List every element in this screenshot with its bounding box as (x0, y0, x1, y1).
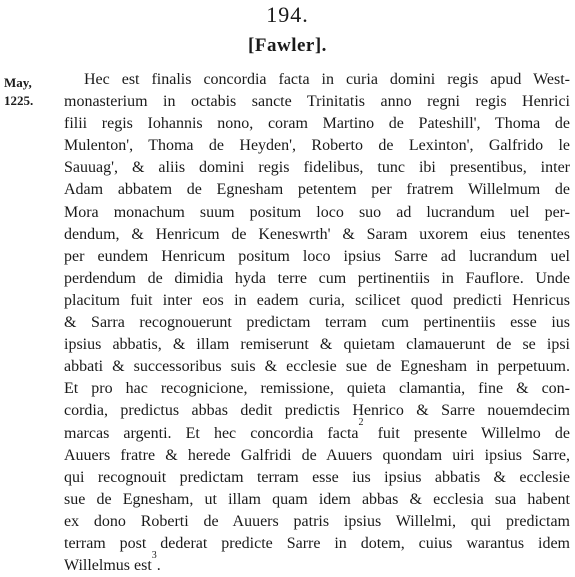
text-line: Hec est finalis concordia facta in curia domini regis apud West- (84, 71, 570, 88)
text-line: Auuers fratre & herede Galfridi de Auuers quondam uiri ipsius Sarre, (64, 446, 570, 464)
margin-year: 1225. (4, 93, 34, 108)
text-line: Et pro hac recognicione, remissione, quieta clamantia, fine & con- (64, 380, 570, 398)
body-paragraph (64, 69, 570, 577)
footnote-marker: 2 (358, 417, 364, 429)
text-line: Sauuag', & aliis domini regis fidelibus, tunc ibi presentibus, inter (64, 159, 570, 177)
text-line: qui recognouit predictam terram esse ius ipsius abbatis & ecclesie (64, 468, 570, 486)
text-line: per eundem Henricum positum loco ipsius Sarre ad lucrandum uel (64, 247, 570, 265)
text-line: monasterium in octabis sancte Trinitatis anno regni regis Henrici (64, 93, 570, 111)
text-line: perdendum de dimidia hyda terre cum pertinentiis in Fauflore. Unde (64, 269, 570, 287)
text-line: Adam abbatem de Egnesham petentem per fratrem Willelmum de (64, 181, 570, 199)
text-line: Mora monachum suum positum loco suo ad lucrandum uel per- (64, 203, 570, 221)
text-line-with-footnote (64, 417, 571, 445)
text-segment: . (156, 557, 161, 575)
text-line: filii regis Iohannis nono, coram Martino de Pateshill', Thoma de (64, 115, 570, 133)
text-line: cordia, predictus abbas dedit predictis Henrico & Sarre nouemdecim (64, 402, 570, 420)
margin-date-note (4, 74, 33, 110)
text-line: terram post dederat predicte Sarre in dotem, cuius warantus idem (64, 534, 570, 552)
document-number: 194. (266, 2, 309, 27)
document-title: [Fawler]. (248, 35, 327, 56)
text-line: ipsius abbatis, & illam remiserunt & quietam clamauerunt de se ipsi (64, 336, 570, 354)
text-line: ex dono Roberti de Auuers patris ipsius Willelmi, qui predictam (64, 512, 570, 530)
text-line: abbati & successoribus suis & ecclesie sue de Egnesham in perpetuum. (64, 358, 570, 376)
text-line: & Sarra recognouerunt predictam terram cum pertinentiis esse ius (64, 314, 570, 332)
text-line: dendum, & Henricum de Keneswrth' & Saram uxorem eius tenentes (64, 225, 570, 243)
margin-month: May, (4, 75, 32, 90)
text-segment: marcas argenti. Et hec concordia facta (64, 424, 359, 442)
text-line: Mulenton', Thoma de Heyden', Roberto de Lexinton', Galfrido le (64, 137, 570, 155)
text-line-with-footnote (64, 549, 570, 577)
text-line: placitum fuit inter eos in eadem curia, scilicet quod predicti Henricus (64, 291, 570, 309)
text-segment: Willelmus est (64, 557, 152, 575)
footnote-marker: 3 (151, 549, 157, 561)
text-line: sue de Egnesham, ut illam quam idem abbas & ecclesia sua habent (64, 490, 570, 508)
text-segment: fuit presente Willelmo de (363, 424, 571, 442)
